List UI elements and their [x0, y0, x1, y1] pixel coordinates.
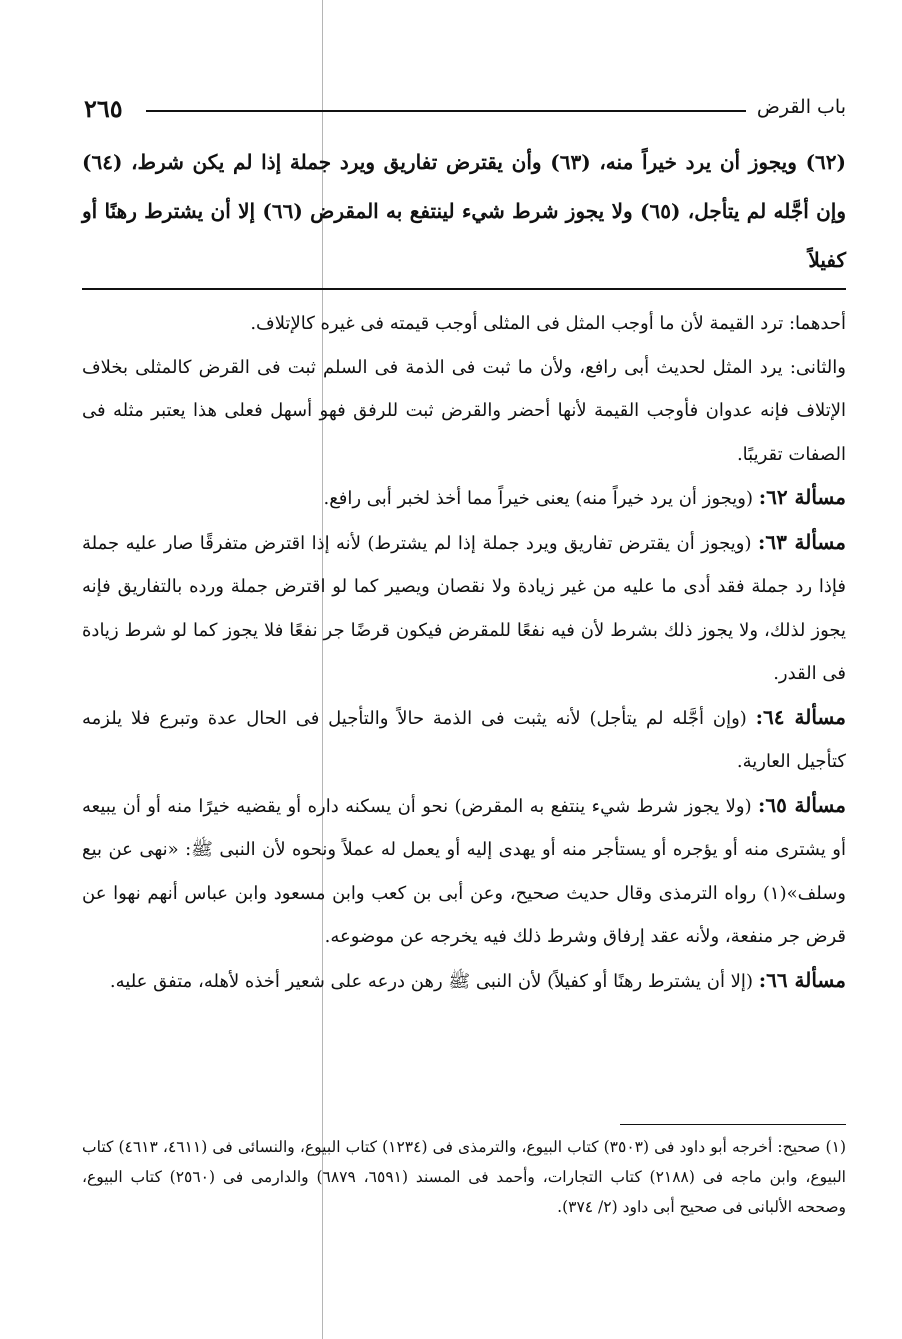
header-rule [146, 110, 746, 112]
paragraph-first-view: أحدهما: ترد القيمة لأن ما أوجب المثل فى المثلى أوجب قيمته فى غيره كالإتلاف. [250, 313, 846, 334]
masala-64-text: (وإن أجَّله لم يتأجل) لأنه يثبت فى الذمة حالاً والتأجيل فى الحال عدة وتبرع فلا يلزمه كتأجيل العارية. [82, 707, 846, 772]
masala-64 [82, 696, 846, 784]
chapter-title: باب القرض [756, 96, 846, 118]
matn-divider [82, 288, 846, 290]
masala-66-text: (إلا أن يشترط رهنًا أو كفيلاً) لأن النبى ﷺ رهن درعه على شعير أخذه لأهله، متفق عليه. [109, 970, 759, 992]
masala-65-text: (ولا يجوز شرط شيء ينتفع به المقرض) نحو أن يسكنه داره أو يقضيه خيرًا منه أو أن يبيعه أو يشترى منه أو يؤجره أو يستأجر منه أو يهدى إليه أو يعمل له عملاً ونحوه لأن النبى ﷺ: «نهى عن بيع وسلف»(١) رواه الترمذى وقال حديث صحيح، وعن أبى بن كعب وابن مسعود وابن عباس أنهم نهوا عن قرض جر منفعة، ولأنه عقد إرفاق وشرط ذلك فيه يخرجه عن موضوعه. [82, 795, 846, 947]
masala-63-label: مسألة ٦٣: [757, 529, 846, 554]
paragraph-second-view: والثانى: يرد المثل لحديث أبى رافع، ولأن ما ثبت فى الذمة فى السلم ثبت فى القرض كالمثلى بخلاف الإتلاف فإنه عدوان فأوجب القيمة لأنها أحضر والقرض ثبت للرفق فهو أسهل فعلى هذا يعتبر مثله فى الصفات تقريبًا. [82, 356, 846, 465]
masala-62-text: (ويجوز أن يرد خيراً منه) يعنى خيراً مما أخذ لخبر أبى رافع. [323, 488, 759, 509]
footnote-divider [620, 1124, 846, 1125]
masala-62 [82, 476, 846, 521]
commentary [82, 302, 846, 1003]
page-number: ٢٦٥ [84, 94, 123, 123]
footnote [82, 1132, 846, 1222]
masala-66 [82, 959, 846, 1004]
matn-text: (٦٢) ويجوز أن يرد خيراً منه، (٦٣) وأن يقترض تفاريق ويرد جملة إذا لم يكن شرط، (٦٤) وإن أجَّله لم يتأجل، (٦٥) ولا يجوز شرط شيء لينتفع به المقرض (٦٦) إلا أن يشترط رهنًا أو كفيلاً [82, 150, 847, 272]
masala-63-text: (ويجوز أن يقترض تفاريق ويرد جملة إذا لم يشترط) لأنه إذا اقترض متفرقًا صار عليه جملة فإذا رد جملة فقد أدى ما عليه من غير زيادة ولا نقصان ويصير كما لو اقترض جملة ورده بالتفاريق فإنه يجوز لذلك، ولا يجوز ذلك بشرط لأن فيه نفعًا للمقرض فيكون قرضًا جر نفعًا فلا يجوز كما لو شرط زيادة فى القدر. [82, 532, 846, 684]
page-header [84, 94, 846, 124]
masala-62-label: مسألة ٦٢: [758, 485, 846, 509]
footnote-1: (١) صحيح: أخرجه أبو داود فى (٣٥٠٣) كتاب البيوع، والترمذى فى (١٢٣٤) كتاب البيوع، والنسائى فى (٤٦١١، ٤٦١٣) كتاب البيوع، وابن ماجه فى (٢١٨٨) كتاب التجارات، وأحمد فى المسند (٦٥٩١، ٦٨٧٩) والدارمى فى (٢٥٦٠) كتاب البيوع، وصححه الألبانى فى صحيح أبى داود (٢/ ٣٧٤). [82, 1138, 846, 1216]
masala-65 [82, 784, 846, 959]
masala-65-label: مسألة ٦٥: [758, 792, 846, 817]
masala-63 [82, 521, 846, 696]
masala-66-label: مسألة ٦٦: [758, 967, 846, 992]
masala-64-label: مسألة ٦٤: [755, 704, 846, 729]
